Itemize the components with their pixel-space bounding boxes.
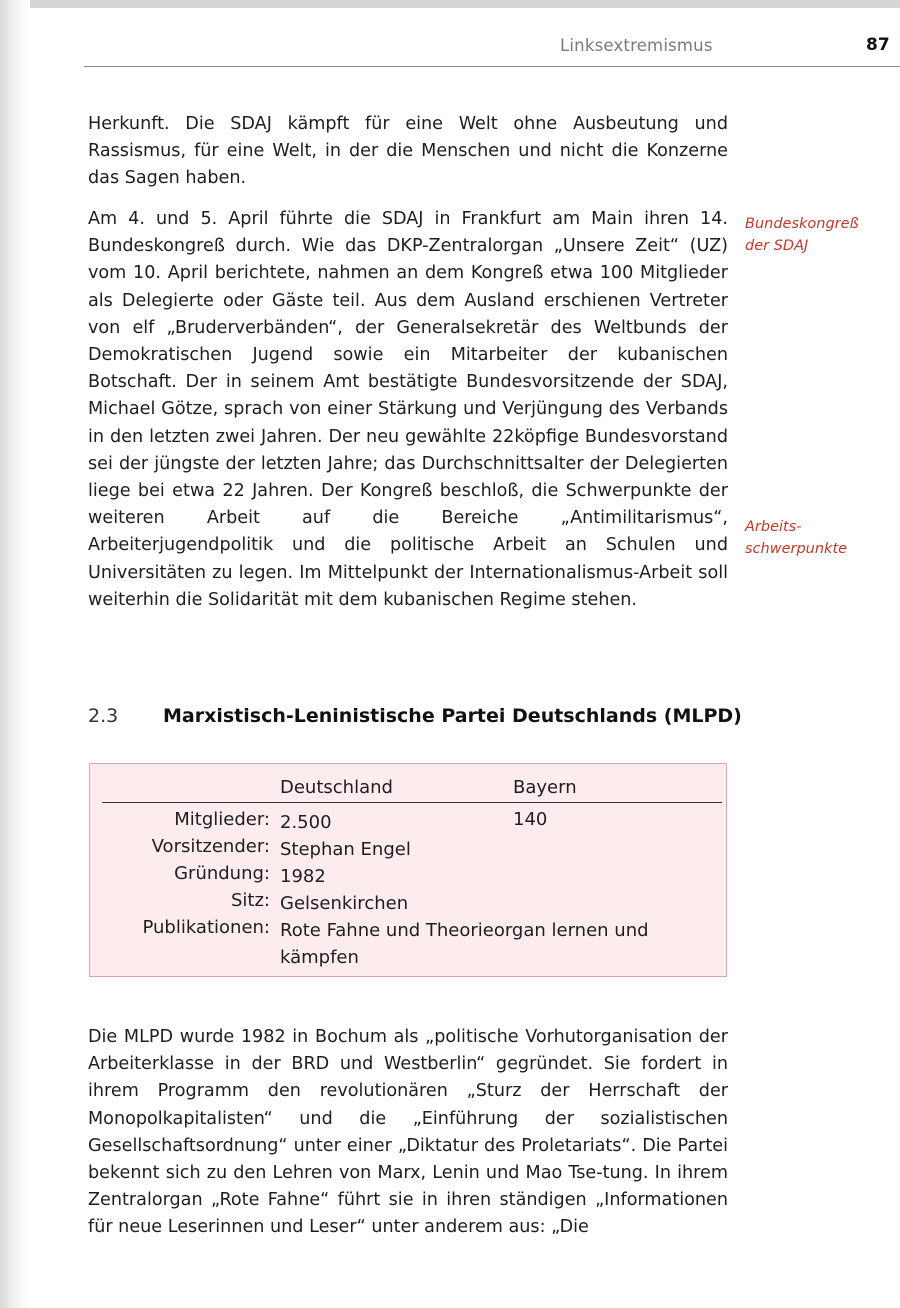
margin-note-line: schwerpunkte [745, 541, 848, 557]
column-header-bayern: Bayern [513, 777, 577, 798]
header-rule [84, 66, 900, 67]
column-header-deutschland: Deutschland [280, 777, 393, 798]
page-number: 87 [866, 35, 890, 55]
page-binding-shadow [0, 0, 30, 1308]
page-top-edge [0, 0, 900, 8]
paragraph-bundeskongress: Am 4. und 5. April führte die SDAJ in Frankfurt am Main ihren 14. Bundeskongreß durch. Wie das DKP-Zentralorgan „Unsere Zeit“ (UZ) vom 10. April berichtete, nahmen an dem Kongreß etwa 100 Mitglieder als Delegierte oder Gäste teil. Aus dem Ausland erschienen Vertreter von elf „Bruderverbänden“, der Generalsekretär des Weltbunds der Demokratischen Jugend sowie ein Mitarbeiter der kubanischen Botschaft. Der in seinem Amt bestätigte Bundesvorsitzende der SDAJ, Michael Götze, sprach von einer Stärkung und Verjüngung des Verbands in den letzten zwei Jahren. Der neu gewählte 22köpfige Bundesvorstand sei der jüngste der letzten Jahre; das Durchschnittsalter der Delegierten liege bei etwa 22 Jahren. Der Kongreß beschloß, die Schwerpunkte der weiteren Arbeit auf die Bereiche „Antimilitarismus“, Arbeiterjugendpolitik und die politische Arbeit an Schulen und Universitäten zu legen. Im Mittelpunkt der Internationalismus-Arbeit soll weiterhin die Solidarität mit dem kubanischen Regime stehen. [88, 209, 728, 610]
row-label-vorsitzender: Vorsitzender: [151, 836, 270, 857]
row-value-sitz: Gelsenkirchen [280, 893, 409, 914]
margin-note-bundeskongress [745, 213, 895, 257]
section-number: 2.3 [88, 705, 119, 727]
margin-note-line: der SDAJ [745, 238, 809, 254]
row-value-mitglieder-de: 2.500 [280, 812, 332, 833]
row-value-mitglieder-by: 140 [513, 809, 548, 830]
row-label-publikationen: Publikationen: [142, 917, 270, 938]
row-label-mitglieder: Mitglieder: [174, 809, 270, 830]
fact-box-mlpd [89, 763, 727, 977]
paragraph-sdaj-herkunft: Herkunft. Die SDAJ kämpft für eine Welt ohne Ausbeutung und Rassismus, für eine Welt, in der die Menschen und nicht die Konzerne das Sagen haben. [88, 114, 728, 189]
row-label-gruendung: Gründung: [174, 863, 270, 884]
fact-box-rule [102, 802, 722, 803]
margin-note-arbeitsschwerpunkte [745, 516, 895, 560]
row-value-vorsitzender: Stephan Engel [280, 839, 411, 860]
margin-note-line: Arbeits- [745, 519, 802, 535]
section-title: Marxistisch-Leninistische Partei Deutschlands (MLPD) [163, 705, 742, 727]
running-title: Linksextremismus [560, 36, 713, 55]
row-value-publikationen: Rote Fahne und Theorieorgan lernen und kämpfen [280, 920, 649, 968]
section-heading [88, 705, 742, 727]
margin-note-line: Bundeskongreß [745, 216, 859, 232]
paragraph-mlpd: Die MLPD wurde 1982 in Bochum als „politische Vorhutorganisation der Arbeiterklasse in der BRD und Westberlin“ gegründet. Sie fordert in ihrem Programm den revolutionären „Sturz der Herrschaft der Monopolkapitalisten“ und die „Einführung der sozialistischen Gesellschaftsordnung“ unter einer „Diktatur des Proletariats“. Die Partei bekennt sich zu den Lehren von Marx, Lenin und Mao Tse-tung. In ihrem Zentralorgan „Rote Fahne“ führt sie in ihren ständigen „Informationen für neue Leserinnen und Leser“ unter anderem aus: „Die [88, 1027, 728, 1238]
row-label-sitz: Sitz: [231, 890, 270, 911]
row-value-gruendung: 1982 [280, 866, 326, 887]
